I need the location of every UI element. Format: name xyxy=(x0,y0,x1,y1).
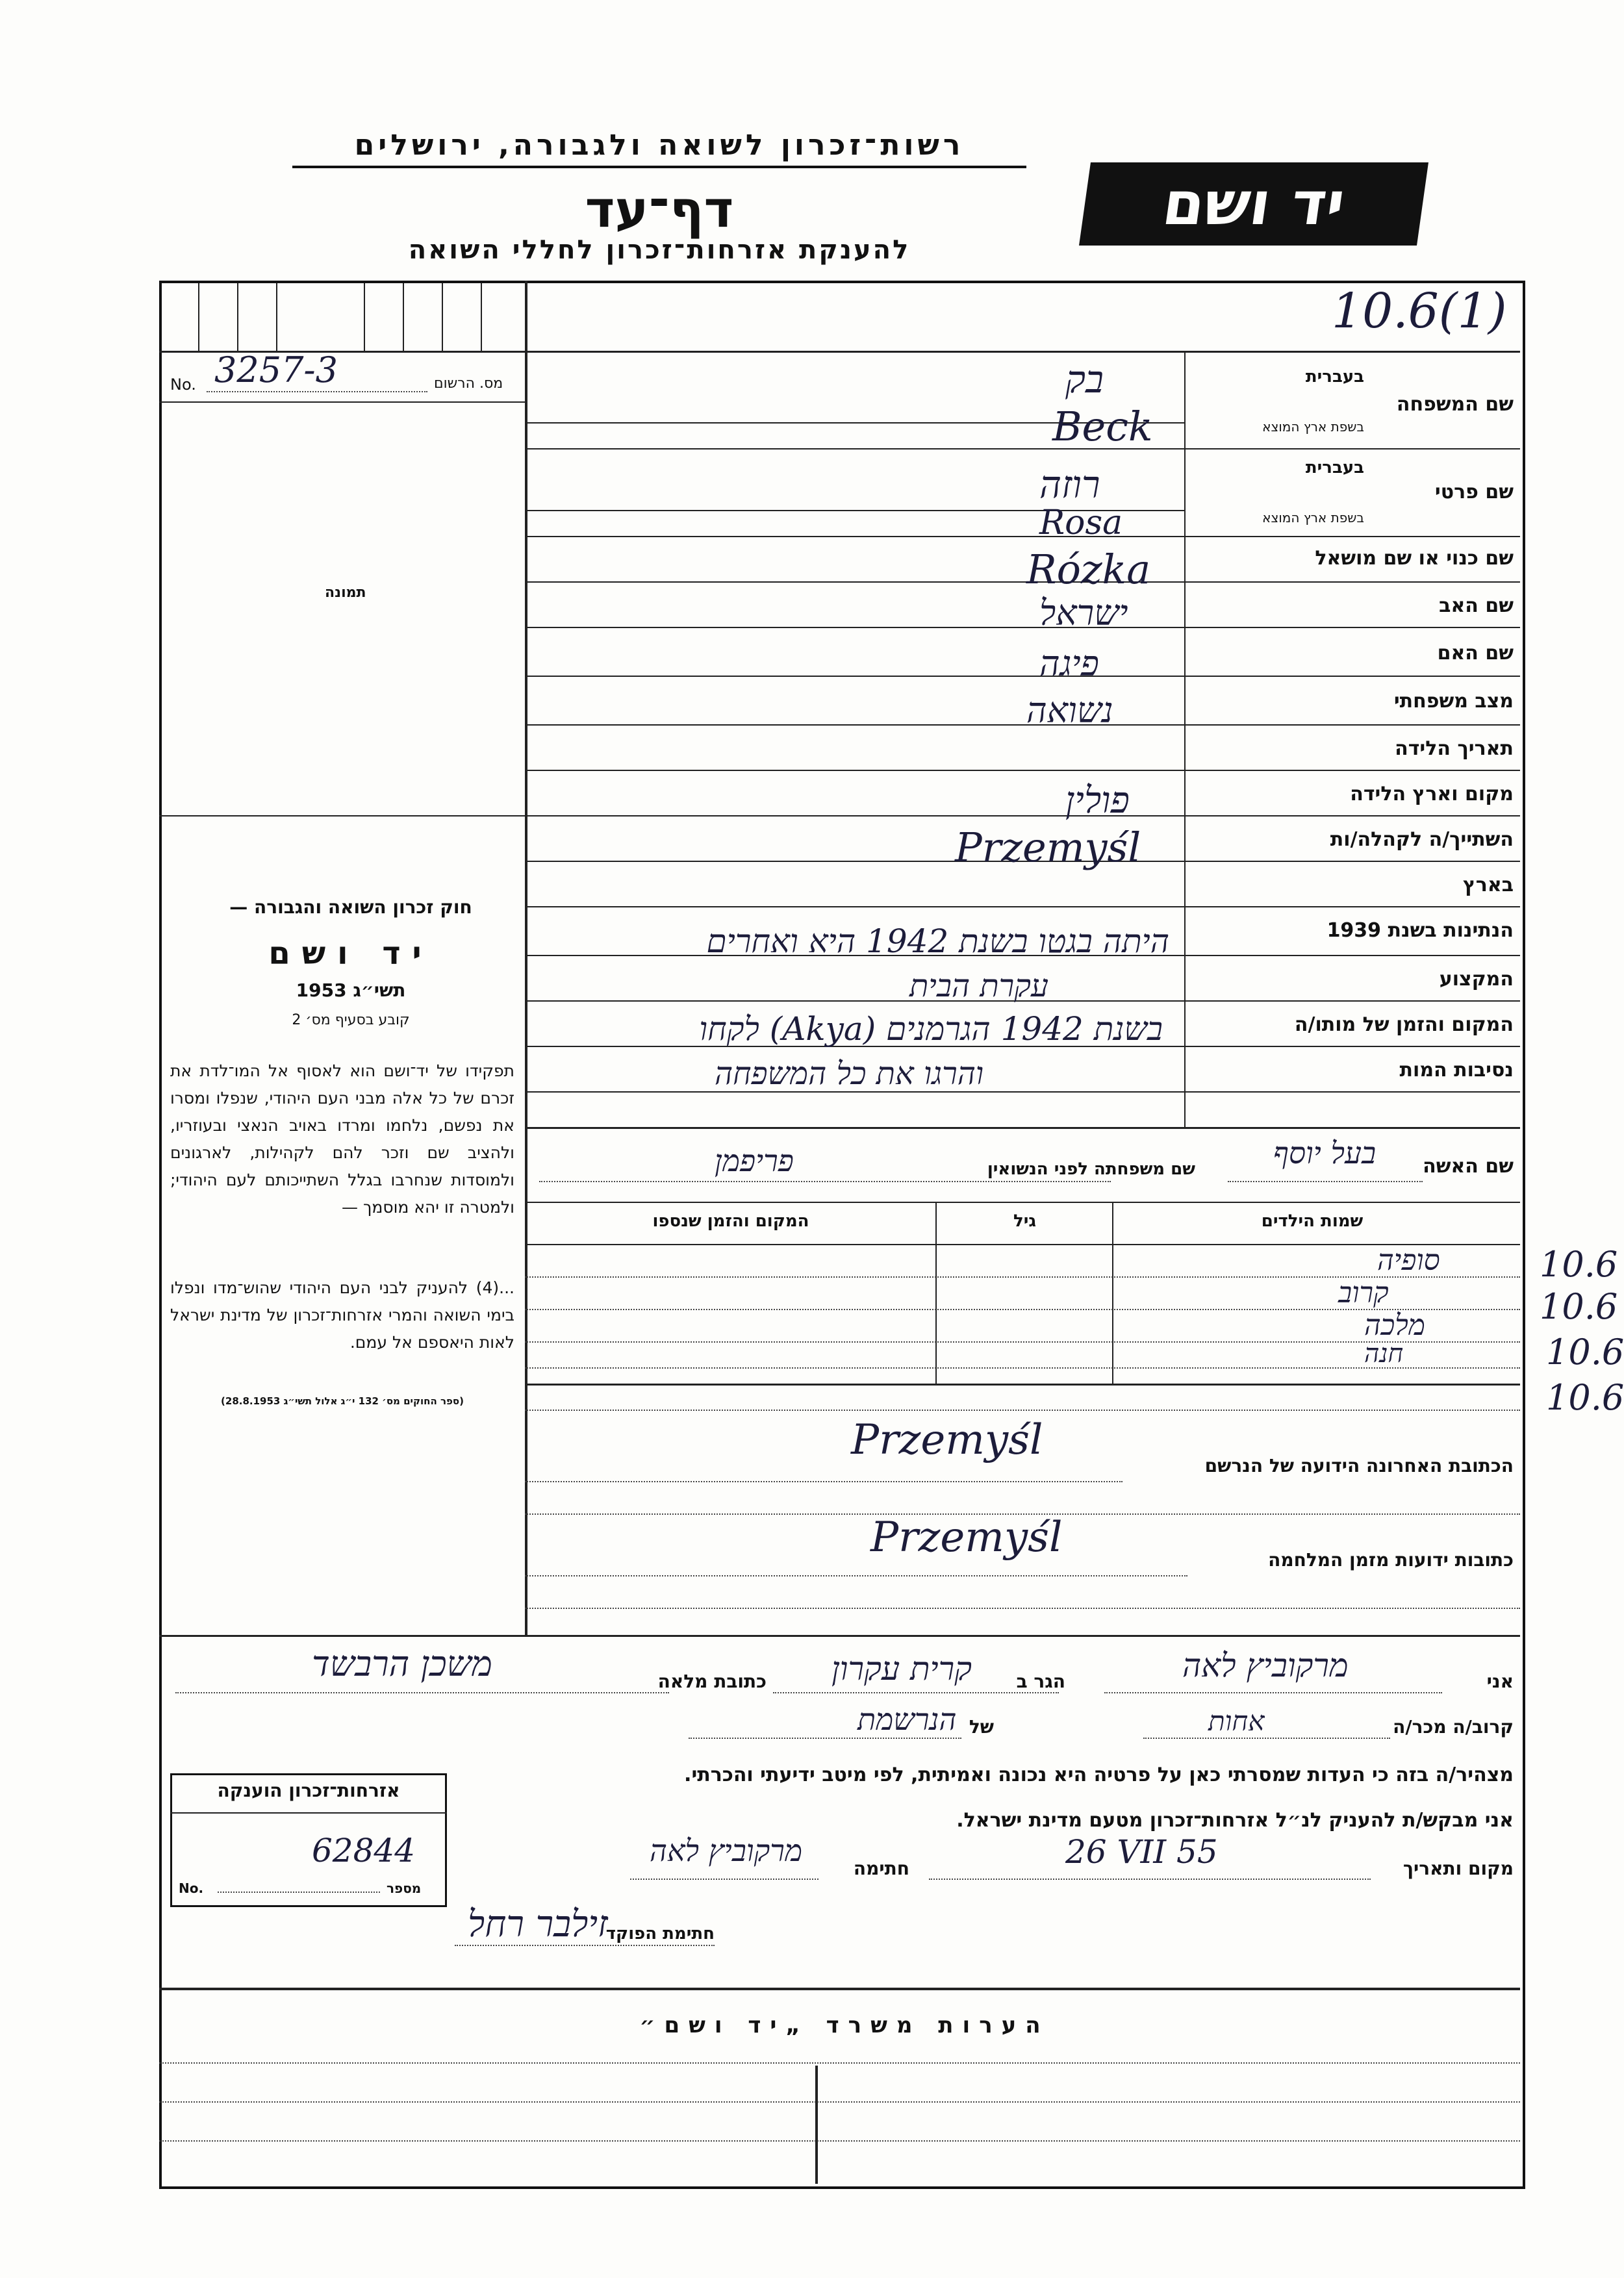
address-line-1 xyxy=(525,1410,1520,1411)
law-year: תשי״ג 1953 xyxy=(296,980,406,1001)
row-line-12 xyxy=(525,906,1520,907)
top-box-sep-7 xyxy=(481,283,482,351)
reg-dotline xyxy=(207,391,427,392)
child-name-4: חנה xyxy=(1364,1339,1404,1369)
remarks-top xyxy=(159,1988,1520,1990)
address-line-4 xyxy=(525,1575,1187,1576)
death-circumstances-value: והרגו את כל המשפחה xyxy=(715,1056,984,1092)
addresses-bottom xyxy=(159,1635,1520,1637)
relative-line xyxy=(1143,1738,1390,1739)
profession-value: עקרת הבית xyxy=(909,968,1049,1004)
death-place-time-label: המקום והזמן של מותו/ה xyxy=(1294,1013,1514,1036)
row-line-17 xyxy=(525,1127,1520,1129)
reg-row-bottom xyxy=(159,401,525,403)
address-line-2 xyxy=(525,1481,1123,1482)
maiden-dotline xyxy=(539,1181,1111,1182)
family-name-heb-label: בעברית xyxy=(1305,367,1364,386)
yad-vashem-logo xyxy=(1079,162,1428,246)
photo-bottom xyxy=(159,815,525,816)
law-text-2: ...(4) להעניק לבני העם היהודי שהוש־מדו ונפלו בימי השואה והמרי אזרחות־זכרון של מדינת ישראל לאות היאספם אל עמם. xyxy=(170,1278,514,1352)
child-name-1: סופיה xyxy=(1377,1244,1440,1277)
margin-code-2: 10.6 xyxy=(1540,1286,1618,1327)
relative-label: קרוב/ה מכר/ה xyxy=(1393,1716,1514,1738)
row-line-7 xyxy=(525,676,1520,677)
law-heading: חוק זכרון השואה והגבורה — xyxy=(229,896,472,918)
law-citation: (ספר החוקים מס׳ 132 י״ג אלול תשי״ג 28.8.1953) xyxy=(221,1395,464,1407)
remarks-line-3 xyxy=(159,2140,1520,2142)
mother-value: פיגה xyxy=(1039,643,1099,684)
top-box-sep-4 xyxy=(364,283,365,351)
declarant-resides-value: קרית עקרון xyxy=(831,1650,972,1688)
family-name-native-value: Beck xyxy=(1052,403,1153,450)
first-name-heb-value: רוזה xyxy=(1039,462,1100,507)
place-date-value: 26 VII 55 xyxy=(1065,1833,1218,1871)
citizenship-num-label: מספר xyxy=(387,1880,422,1896)
last-address-value: Przemyśl xyxy=(851,1416,1043,1464)
of-line xyxy=(689,1738,961,1739)
citizenship-title: אזרחות־זכרון הוענקה xyxy=(217,1780,400,1801)
signature-value: מרקוביץ לאה xyxy=(650,1833,803,1868)
citizenship-title-line xyxy=(170,1812,447,1814)
citizenship-number-line xyxy=(218,1892,380,1893)
margin-code-1: 10.6 xyxy=(1540,1244,1618,1285)
children-col-2 xyxy=(1112,1202,1113,1384)
margin-code-4: 10.6 xyxy=(1546,1377,1624,1418)
children-place-header: המקום והזמן שנספו xyxy=(652,1211,809,1231)
reg-label: מס. הרשום xyxy=(434,375,503,392)
children-col-1 xyxy=(935,1202,937,1384)
birth-place-label: מקום וארץ הלידה xyxy=(1350,783,1514,805)
wife-value: בעל יוסף xyxy=(1273,1135,1377,1171)
form-title: דף־עד xyxy=(585,181,734,239)
officer-signature-label: חתימת הפוקד xyxy=(605,1924,715,1943)
row-line-8 xyxy=(525,724,1520,726)
wife-label: שם האשה xyxy=(1423,1155,1514,1178)
row-line-2 xyxy=(525,448,1520,449)
request-text: אני מבקש/ת להעניק לנ״ל אזרחות־זכרון מטעם מדינת ישראל. xyxy=(956,1809,1514,1832)
place-date-label: מקום ותאריך xyxy=(1402,1858,1514,1879)
declarant-i-label: אני xyxy=(1486,1671,1514,1692)
marital-status-value: נשואה xyxy=(1026,690,1113,731)
declarant-i-value: מרקוביץ לאה xyxy=(1182,1647,1349,1684)
full-address-value: משכן הרבשד xyxy=(312,1643,492,1684)
father-label: שם האב xyxy=(1439,594,1514,617)
first-name-native-value: Rosa xyxy=(1039,503,1123,542)
child-name-3: מלכה xyxy=(1364,1309,1425,1342)
children-age-header: גיל xyxy=(1013,1211,1036,1231)
spouse-row-bottom xyxy=(525,1202,1520,1203)
row-line-16 xyxy=(525,1091,1520,1093)
full-address-line xyxy=(175,1692,669,1693)
row-line-6 xyxy=(525,627,1520,628)
authority-title: רשות־זכרון לשואה ולגבורה, ירושלים xyxy=(292,129,1026,168)
top-box-sep-2 xyxy=(237,283,238,351)
birth-place-value: פולין xyxy=(1065,779,1130,822)
wartime-address-label: כתובות ידועות מזמן המלחמה xyxy=(1268,1549,1514,1571)
remarks-line-2 xyxy=(159,2101,1520,2103)
law-clause: קובע בסעיף מס׳ 2 xyxy=(292,1012,410,1028)
mother-label: שם האם xyxy=(1437,642,1514,664)
officer-signature-value: זילבר רחל xyxy=(468,1903,608,1945)
family-name-native-label: בשפת ארץ המוצא xyxy=(1262,419,1364,435)
address-line-5 xyxy=(525,1608,1520,1609)
of-value: הנרשמת xyxy=(857,1702,957,1737)
children-header-bottom xyxy=(525,1244,1520,1245)
declarant-i-line xyxy=(1104,1692,1442,1693)
first-name-label: שם פרטי xyxy=(1434,481,1514,503)
form-subtitle: להענקת אזרחות־זכרון לחללי השואה xyxy=(408,235,911,265)
remarks-divider xyxy=(815,2066,818,2184)
nickname-value: Rózka xyxy=(1026,546,1151,593)
full-address-label: כתובת מלאה xyxy=(657,1671,767,1692)
children-names-header: שמות הילדים xyxy=(1261,1211,1364,1231)
father-value: ישראל xyxy=(1039,592,1128,633)
row-line-9 xyxy=(525,770,1520,771)
label-column-divider xyxy=(1184,351,1186,1127)
reg-number: 3257-3 xyxy=(214,349,338,390)
child-name-2: קרוב xyxy=(1338,1276,1389,1310)
wartime-address-value: Przemyśl xyxy=(870,1513,1063,1562)
of-label: של xyxy=(969,1716,994,1738)
community-value: Przemyśl xyxy=(955,824,1141,871)
last-address-label: הכתובת האחרונה הידועה של הנרשם xyxy=(1204,1455,1514,1476)
signature-line xyxy=(630,1879,818,1880)
relative-value: אחות xyxy=(1208,1705,1265,1737)
top-box-sep-1 xyxy=(198,283,199,351)
citizenship-no-label: No. xyxy=(179,1880,204,1896)
first-name-heb-label: בעברית xyxy=(1305,458,1364,477)
wife-dotline xyxy=(1228,1181,1423,1182)
signature-label: חתימה xyxy=(853,1858,909,1879)
row-line-4 xyxy=(525,536,1520,537)
family-name-heb-value: בק xyxy=(1065,357,1104,401)
declarant-resides-label: הגר ב xyxy=(1016,1671,1065,1692)
declaration-text: מצהיר/ה בזה כי העדות שמסרתי כאן על פרטיה היא נכונה ואמיתית, לפי מיטב ידיעתי והכרתי. xyxy=(684,1764,1514,1786)
top-box-sep-3 xyxy=(276,283,277,351)
row-line-10 xyxy=(525,815,1520,816)
place-date-line xyxy=(929,1879,1371,1880)
remarks-title: הערות משרד „יד ושם״ xyxy=(639,2012,1050,2038)
top-code: 10.6(1) xyxy=(1332,283,1507,339)
margin-code-3: 10.6 xyxy=(1546,1332,1624,1373)
death-circumstances-label: נסיבות המות xyxy=(1399,1059,1514,1082)
declarant-resides-line xyxy=(773,1692,1059,1693)
birth-date-label: תאריך הלידה xyxy=(1395,737,1514,760)
officer-signature-line xyxy=(455,1945,715,1946)
children-bottom xyxy=(525,1384,1520,1386)
profession-label: המקצוע xyxy=(1439,968,1514,991)
photo-label: תמונה xyxy=(325,585,366,601)
first-name-native-label: בשפת ארץ המוצא xyxy=(1262,510,1364,525)
residence-1939-label: הנתינות בשנת 1939 xyxy=(1326,919,1514,942)
residence-1939-value: היתה בגטו בשנת 1942 היא ואחרים xyxy=(706,922,1169,960)
top-box-sep-5 xyxy=(403,283,404,351)
row-line-5 xyxy=(525,581,1520,583)
law-text-1: תפקידו של יד־ושם הוא לאסוף אל המו־לדת את זכרם של כל אלה מבני העם היהודי, שנפלו ומסרו את נפשם, נלחמו ומרדו באויב הנאצי ובעוזריו, ולהציב שם וזכר להם לקהילות, לארגונים ולמוסדות שנחרבו בגלל השתייכותם לעם היהודי; ולמטרה זו יהא מוסמך — xyxy=(170,1061,514,1217)
maiden-name-label: שם משפחתה לפני הנשואין xyxy=(987,1159,1195,1179)
remarks-line-1 xyxy=(159,2062,1520,2064)
top-row-bottom xyxy=(159,351,1520,353)
marital-status-label: מצב משפחתי xyxy=(1393,690,1514,713)
no-label: No. xyxy=(170,375,196,394)
country-label: בארץ xyxy=(1462,874,1514,896)
logo-text: יד ושם xyxy=(1158,169,1349,238)
nickname-label: שם כנוי או שם מושאל xyxy=(1315,547,1514,570)
citizenship-number: 62844 xyxy=(312,1832,416,1869)
community-label: השתייך/ה לקהלה/ות xyxy=(1330,828,1514,851)
law-name: יד ושם xyxy=(268,935,433,972)
death-place-time-value: בשנת 1942 הגרמנים (Akya) לקחו xyxy=(699,1010,1163,1048)
top-box-sep-6 xyxy=(442,283,443,351)
family-name-label: שם המשפחה xyxy=(1396,393,1514,416)
maiden-name-value: פריפמן xyxy=(715,1143,794,1178)
left-column-divider xyxy=(525,281,527,1635)
